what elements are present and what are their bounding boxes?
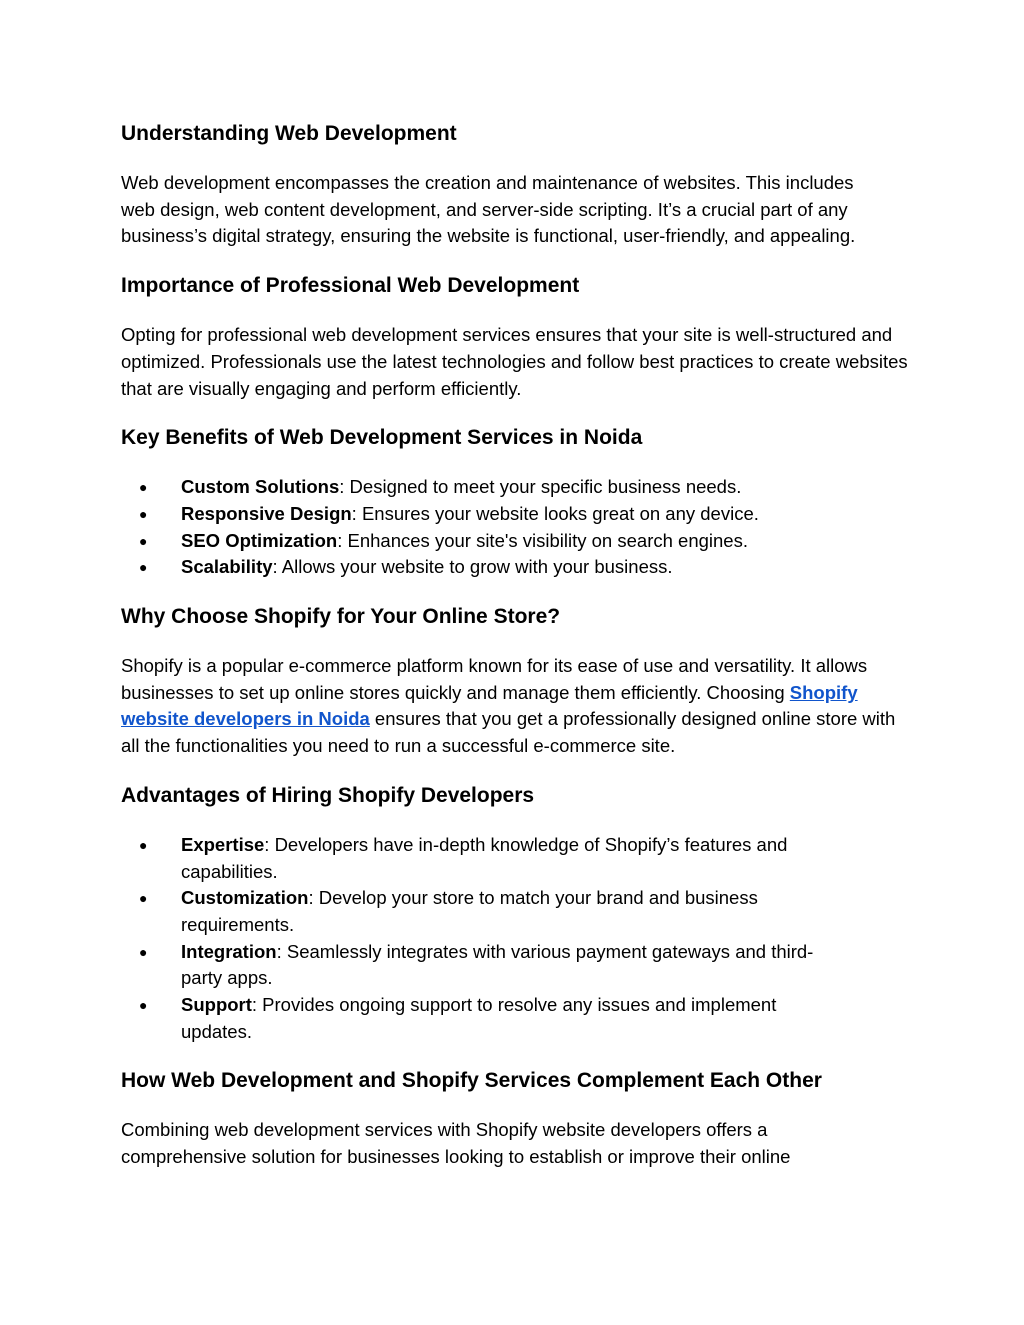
list-item: [121, 528, 921, 555]
list-item-text: : Allows your website to grow with your business.: [272, 556, 673, 578]
list-item-text: : Provides ongoing support to resolve any issues and implement updates.: [181, 994, 777, 1042]
paragraph-text: Shopify is a popular e-commerce platform known for its ease of use and versatility. It allows businesses to set up online stores quickly and manage them efficiently. Choosing: [121, 655, 868, 703]
section-paragraph: Combining web development services with Shopify website developers offers a comprehensive solution for businesses looking to establish or improve their online: [121, 1119, 791, 1168]
bullet-icon: ●: [139, 890, 148, 907]
bullet-icon: ●: [139, 479, 148, 496]
advantages-list: [121, 832, 851, 1046]
section-heading: Key Benefits of Web Development Services in Noida: [121, 426, 643, 450]
section-heading: Understanding Web Development: [121, 122, 457, 145]
section-heading: Advantages of Hiring Shopify Developers: [121, 783, 535, 807]
section-paragraph: Web development encompasses the creation and maintenance of websites. This includes web design, web content development, and server-side scripting. It’s a crucial part of any business’s digital strategy, ensuring the website is functional, user-friendly, and appealing.: [121, 172, 856, 247]
shopify-developers-link[interactable]: Shopify website developers in Noida: [121, 681, 858, 730]
bullet-icon: ●: [139, 559, 148, 576]
bullet-icon: ●: [139, 532, 148, 549]
bullet-icon: ●: [139, 943, 148, 960]
list-item-text: : Developers have in-depth knowledge of Shopify’s features and capabilities.: [181, 833, 788, 882]
list-item-text: : Develop your store to match your brand and business requirements.: [181, 887, 758, 935]
section-heading: How Web Development and Shopify Services Complement Each Other: [121, 1069, 822, 1093]
list-item-text: : Designed to meet your specific business needs.: [339, 476, 742, 498]
section-heading: Importance of Professional Web Development: [121, 274, 580, 298]
benefits-list: [121, 474, 921, 581]
list-item-text: : Seamlessly integrates with various payment gateways and third-party apps.: [181, 940, 814, 989]
list-item-term: Integration: [181, 940, 277, 962]
paragraph-text: ensures that you get a professionally designed online store with all the functionalities you need to run a successful e-commerce site.: [121, 708, 896, 757]
bullet-icon: ●: [139, 505, 148, 522]
list-item-term: Support: [181, 994, 252, 1016]
section-paragraph: Opting for professional web development services ensures that your site is well-structured and optimized. Professionals use the latest technologies and follow best practices to create websites that are visually engaging and perform efficiently.: [121, 324, 908, 399]
list-item-term: Custom Solutions: [181, 476, 340, 498]
list-item-term: Scalability: [181, 556, 273, 578]
document-page: [121, 120, 921, 1171]
list-item-term: Customization: [181, 887, 309, 909]
bullet-icon: ●: [139, 836, 148, 853]
list-item: [121, 474, 921, 501]
bullet-icon: ●: [139, 997, 148, 1014]
list-item: [121, 501, 921, 528]
list-item-term: SEO Optimization: [181, 529, 338, 551]
list-item-text: : Enhances your site's visibility on search engines.: [337, 529, 748, 551]
list-item: [121, 992, 851, 1045]
list-item: [121, 832, 851, 885]
list-item-term: Responsive Design: [181, 502, 352, 524]
list-item-text: : Ensures your website looks great on any device.: [351, 502, 759, 524]
list-item: [121, 554, 921, 581]
list-item: [121, 885, 851, 938]
list-item-term: Expertise: [181, 833, 265, 855]
section-heading: Why Choose Shopify for Your Online Store?: [121, 605, 561, 629]
list-item: [121, 939, 851, 992]
section-paragraph: [121, 653, 911, 760]
